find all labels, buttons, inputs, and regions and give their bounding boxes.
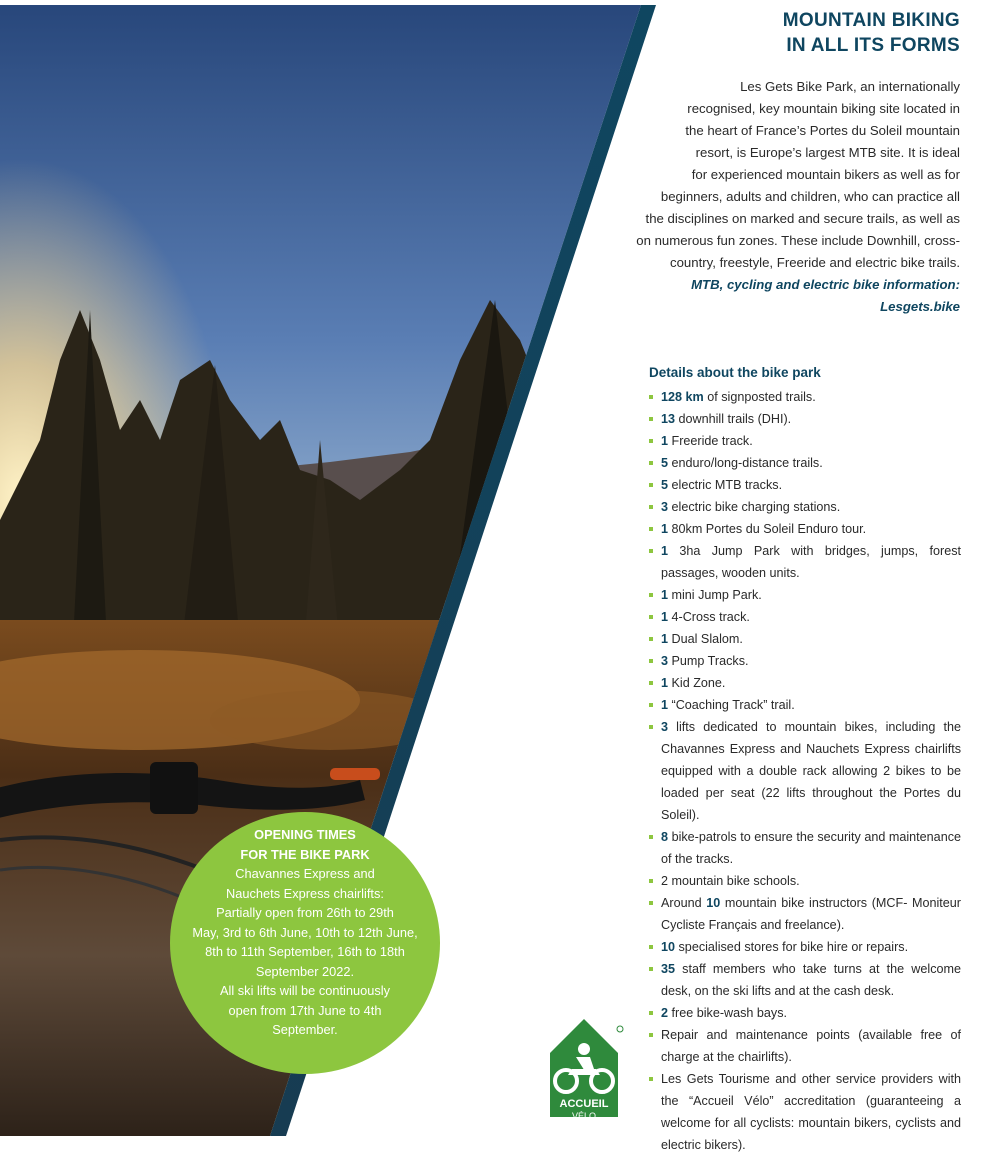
detail-text: 80km Portes du Soleil Enduro tour. [668, 522, 867, 536]
detail-number: 10 [706, 896, 721, 910]
opening-times-badge [170, 812, 440, 1074]
opening-times-subheading: FOR THE BIKE PARK [240, 846, 370, 862]
detail-item [649, 716, 961, 826]
intro-line: the disciplines on marked and secure trails, as well as [645, 211, 960, 226]
detail-item [649, 408, 961, 430]
detail-number: 1 [661, 588, 669, 602]
detail-number: 1 [661, 544, 669, 558]
detail-text: Repair and maintenance points (available free of charge at the chairlifts). [661, 1028, 961, 1064]
detail-text: “Coaching Track” trail. [668, 698, 795, 712]
bike-park-details [649, 362, 961, 1156]
detail-number: 13 [661, 412, 676, 426]
detail-item [649, 452, 961, 474]
detail-number: 2 [661, 1006, 669, 1020]
opening-line: 8th to 11th September, 16th to 18th [205, 944, 405, 959]
detail-item [649, 518, 961, 540]
opening-line: May, 3rd to 6th June, 10th to 12th June, [192, 924, 418, 940]
logo-word-2: VÉLO [571, 1111, 597, 1121]
detail-text: Les Gets Tourisme and other service providers with the “Accueil Vélo” accreditation (guaranteeing a welcome for all cyclists: mountain bikers, cyclists and electric bikers). [661, 1072, 961, 1152]
intro-line: the heart of France’s Portes du Soleil mountain [685, 123, 960, 138]
detail-text: electric bike charging stations. [668, 500, 841, 514]
intro-line: Les Gets Bike Park, an internationally [740, 79, 960, 94]
detail-number: 5 [661, 478, 669, 492]
detail-item [649, 694, 961, 716]
detail-item [649, 936, 961, 958]
opening-line: September. [272, 1022, 338, 1037]
detail-item [649, 496, 961, 518]
intro-line: for experienced mountain bikers as well as for [691, 167, 960, 182]
detail-item [649, 958, 961, 1002]
detail-text: mini Jump Park. [668, 588, 762, 602]
detail-text: specialised stores for bike hire or repairs. [675, 940, 909, 954]
detail-number: 1 [661, 522, 669, 536]
detail-number: 1 [661, 698, 669, 712]
detail-item [649, 430, 961, 452]
detail-item [649, 650, 961, 672]
detail-item [649, 606, 961, 628]
title-line-1: MOUNTAIN BIKING [782, 10, 960, 31]
detail-text: 3ha Jump Park with bridges, jumps, forest passages, wooden units. [661, 544, 961, 580]
intro-line: beginners, adults and children, who can practice all [660, 189, 960, 204]
title-line-2: IN ALL ITS FORMS [786, 35, 960, 56]
detail-text: 2 mountain bike schools. [661, 874, 800, 888]
detail-text: staff members who take turns at the welcome desk, on the ski lifts and at the cash desk. [661, 962, 961, 998]
detail-item [649, 584, 961, 606]
detail-number: 1 [661, 632, 669, 646]
bike-info-link[interactable]: MTB, cycling and electric bike information: Lesgets.bike [691, 277, 960, 314]
detail-text: free bike-wash bays. [668, 1006, 788, 1020]
detail-text: mountain bike instructors (MCF- Moniteur Cycliste Français and freelance). [661, 896, 962, 932]
detail-item [649, 540, 961, 584]
detail-number: 1 [661, 434, 669, 448]
detail-number: 3 [661, 720, 669, 734]
opening-line: Partially open from 26th to 29th [216, 905, 394, 920]
detail-number: 5 [661, 456, 669, 470]
logo-word-1: ACCUEIL [559, 1098, 609, 1110]
detail-text: of signposted trails. [703, 390, 816, 404]
detail-item [649, 672, 961, 694]
intro-line: country, freestyle, Freeride and electric bike trails. [670, 255, 960, 270]
detail-item [649, 892, 961, 936]
opening-line: All ski lifts will be continuously [220, 983, 390, 998]
page-title [783, 8, 960, 58]
detail-prefix: Around [661, 896, 707, 910]
detail-item [649, 474, 961, 496]
detail-item [649, 628, 961, 650]
detail-number: 35 [661, 962, 676, 976]
detail-text: lifts dedicated to mountain bikes, including the Chavannes Express and Nauchets Express chairlifts equipped with a double rack allowing 2 bikes to be loaded per seat (22 lifts throughout the Portes du Soleil). [661, 720, 961, 822]
opening-line: open from 17th June to 4th [228, 1002, 382, 1018]
intro-line: resort, is Europe’s largest MTB site. It is ideal [695, 145, 960, 160]
opening-line: September 2022. [255, 963, 355, 979]
detail-text: Kid Zone. [668, 676, 726, 690]
detail-number: 3 [661, 654, 669, 668]
intro-line: recognised, key mountain biking site located in [687, 101, 960, 116]
detail-number: 128 km [661, 390, 704, 404]
detail-text: 4-Cross track. [668, 610, 750, 624]
detail-number: 3 [661, 500, 669, 514]
detail-item [649, 1002, 961, 1024]
detail-text: downhill trails (DHI). [675, 412, 792, 426]
details-list [649, 386, 961, 1156]
accueil-velo-logo [546, 1013, 626, 1125]
detail-number: 8 [661, 830, 669, 844]
detail-text: Pump Tracks. [668, 654, 749, 668]
detail-number: 1 [661, 676, 669, 690]
detail-item [649, 826, 961, 870]
detail-number: 1 [661, 610, 669, 624]
detail-item [649, 1068, 961, 1156]
detail-number: 10 [661, 940, 676, 954]
details-heading: Details about the bike park [649, 365, 821, 380]
opening-line: Chavannes Express and [235, 866, 375, 881]
detail-text: Freeride track. [668, 434, 753, 448]
detail-text: enduro/long-distance trails. [668, 456, 823, 470]
detail-item [649, 1024, 961, 1068]
detail-item [649, 386, 961, 408]
opening-line: Nauchets Express chairlifts: [226, 885, 384, 901]
intro-line: on numerous fun zones. These include Downhill, cross- [636, 233, 960, 248]
detail-text: Dual Slalom. [668, 632, 743, 646]
detail-item [649, 870, 961, 892]
opening-times-heading: OPENING TIMES [254, 827, 356, 842]
detail-text: electric MTB tracks. [668, 478, 783, 492]
detail-text: bike-patrols to ensure the security and maintenance of the tracks. [661, 830, 961, 866]
intro-paragraph [630, 76, 960, 318]
